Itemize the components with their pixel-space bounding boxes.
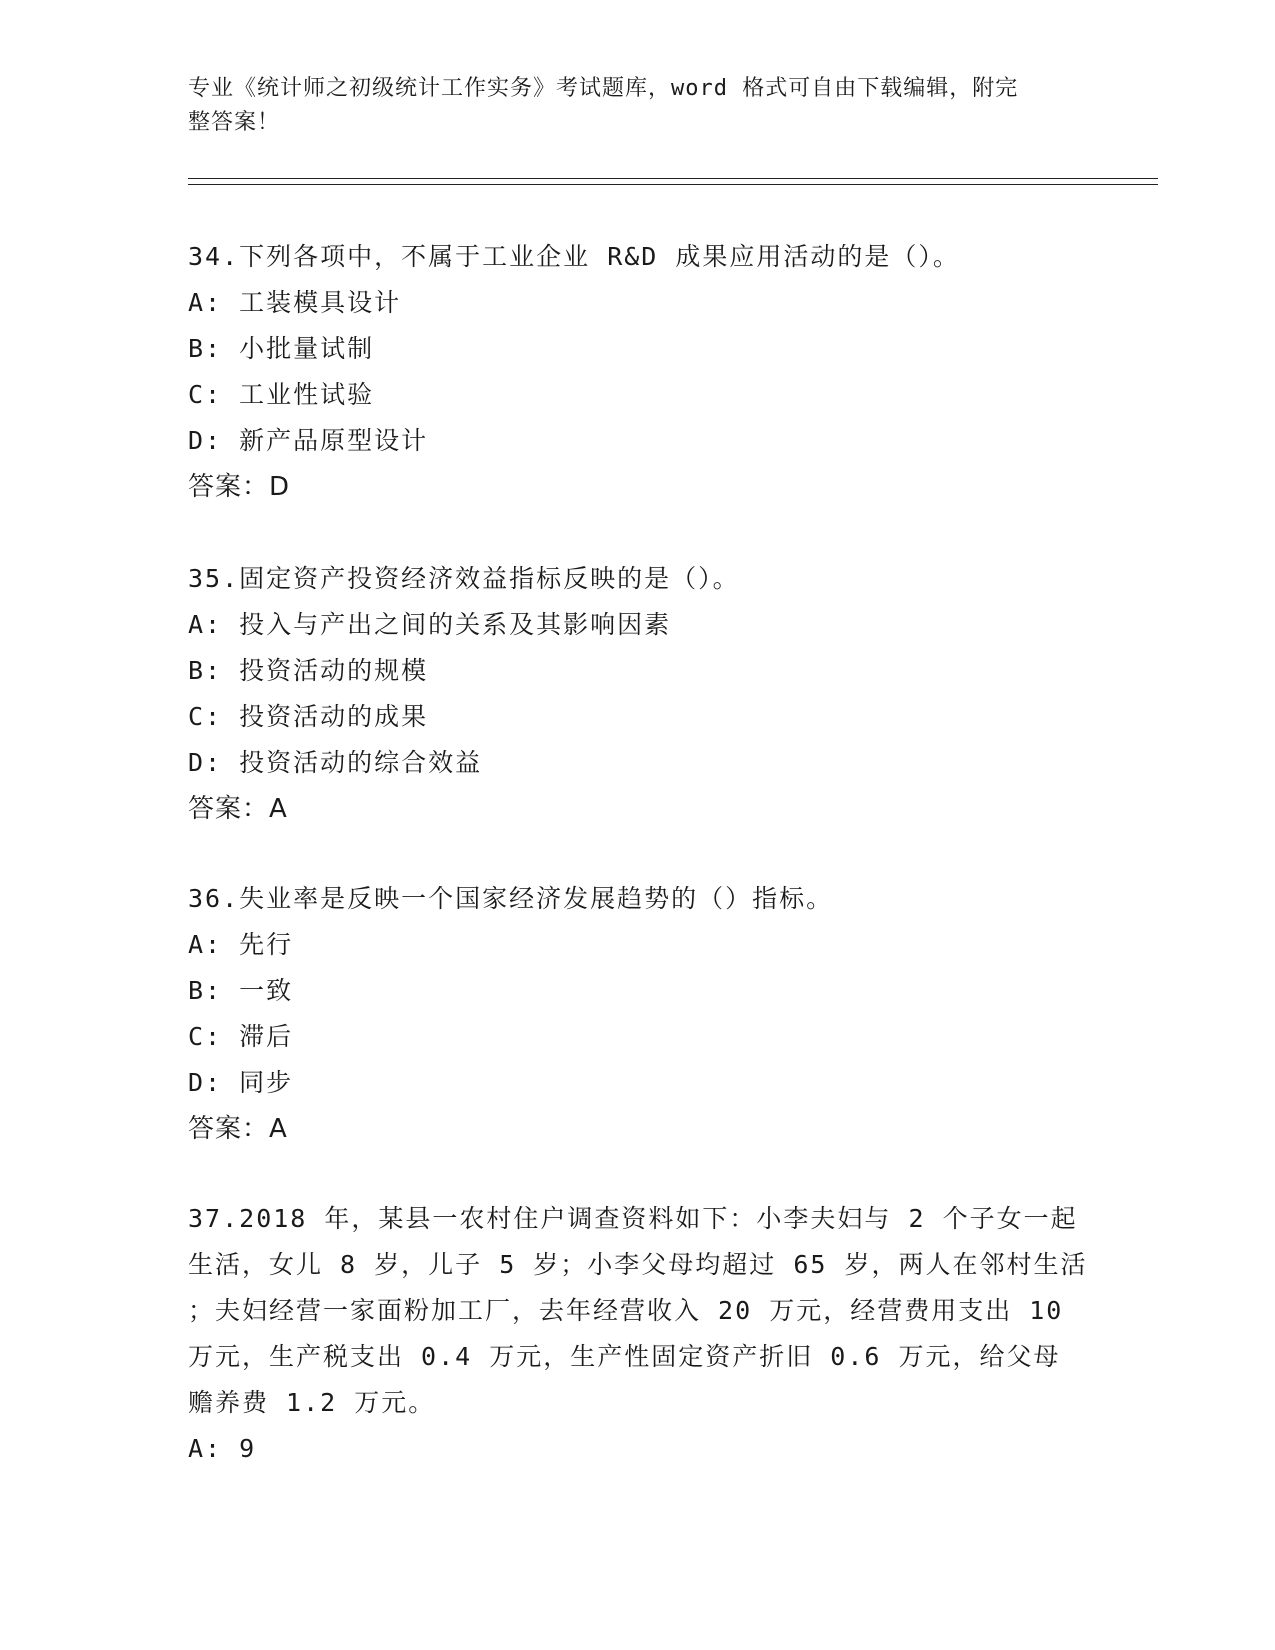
question-35 xyxy=(188,556,1088,832)
header-line-2: 整答案！ xyxy=(188,110,281,135)
document-header xyxy=(188,72,1068,140)
question-stem-line-3: ；夫妇经营一家面粉加工厂，去年经营收入 20 万元，经营费用支出 10 xyxy=(188,1296,1064,1325)
question-stem-line-1: 37.2018 年，某县一农村住户调查资料如下：小李夫妇与 2 个子女一起 xyxy=(188,1204,1078,1233)
question-stem: 34.下列各项中，不属于工业企业 R&D 成果应用活动的是（）。 xyxy=(188,242,960,271)
question-34 xyxy=(188,234,1088,510)
answer: 答案：A xyxy=(188,1114,288,1144)
option-a: A: 先行 xyxy=(188,930,294,959)
option-a: A: 投入与产出之间的关系及其影响因素 xyxy=(188,610,672,639)
option-c: C: 工业性试验 xyxy=(188,380,375,409)
option-a: A: 工装模具设计 xyxy=(188,288,402,317)
option-d: D: 投资活动的综合效益 xyxy=(188,748,483,777)
header-divider-top xyxy=(188,178,1158,179)
option-c: C: 投资活动的成果 xyxy=(188,702,429,731)
option-a: A: 9 xyxy=(188,1434,257,1463)
question-stem-line-2: 生活，女儿 8 岁，儿子 5 岁；小李父母均超过 65 岁，两人在邻村生活 xyxy=(188,1250,1088,1279)
question-stem: 36.失业率是反映一个国家经济发展趋势的（）指标。 xyxy=(188,884,834,913)
question-37 xyxy=(188,1196,1088,1472)
question-stem: 35.固定资产投资经济效益指标反映的是（）。 xyxy=(188,564,740,593)
header-line-1: 专业《统计师之初级统计工作实务》考试题库，word 格式可自由下载编辑，附完 xyxy=(188,76,1019,101)
question-36 xyxy=(188,876,1088,1152)
option-d: D: 同步 xyxy=(188,1068,294,1097)
header-divider-bottom xyxy=(188,184,1158,185)
option-c: C: 滞后 xyxy=(188,1022,294,1051)
question-stem-line-4: 万元，生产税支出 0.4 万元，生产性固定资产折旧 0.6 万元，给父母 xyxy=(188,1342,1061,1371)
option-b: B: 小批量试制 xyxy=(188,334,375,363)
answer: 答案：D xyxy=(188,472,291,502)
question-stem-line-5: 赡养费 1.2 万元。 xyxy=(188,1388,436,1417)
option-b: B: 投资活动的规模 xyxy=(188,656,429,685)
answer: 答案：A xyxy=(188,794,288,824)
option-d: D: 新产品原型设计 xyxy=(188,426,429,455)
option-b: B: 一致 xyxy=(188,976,294,1005)
